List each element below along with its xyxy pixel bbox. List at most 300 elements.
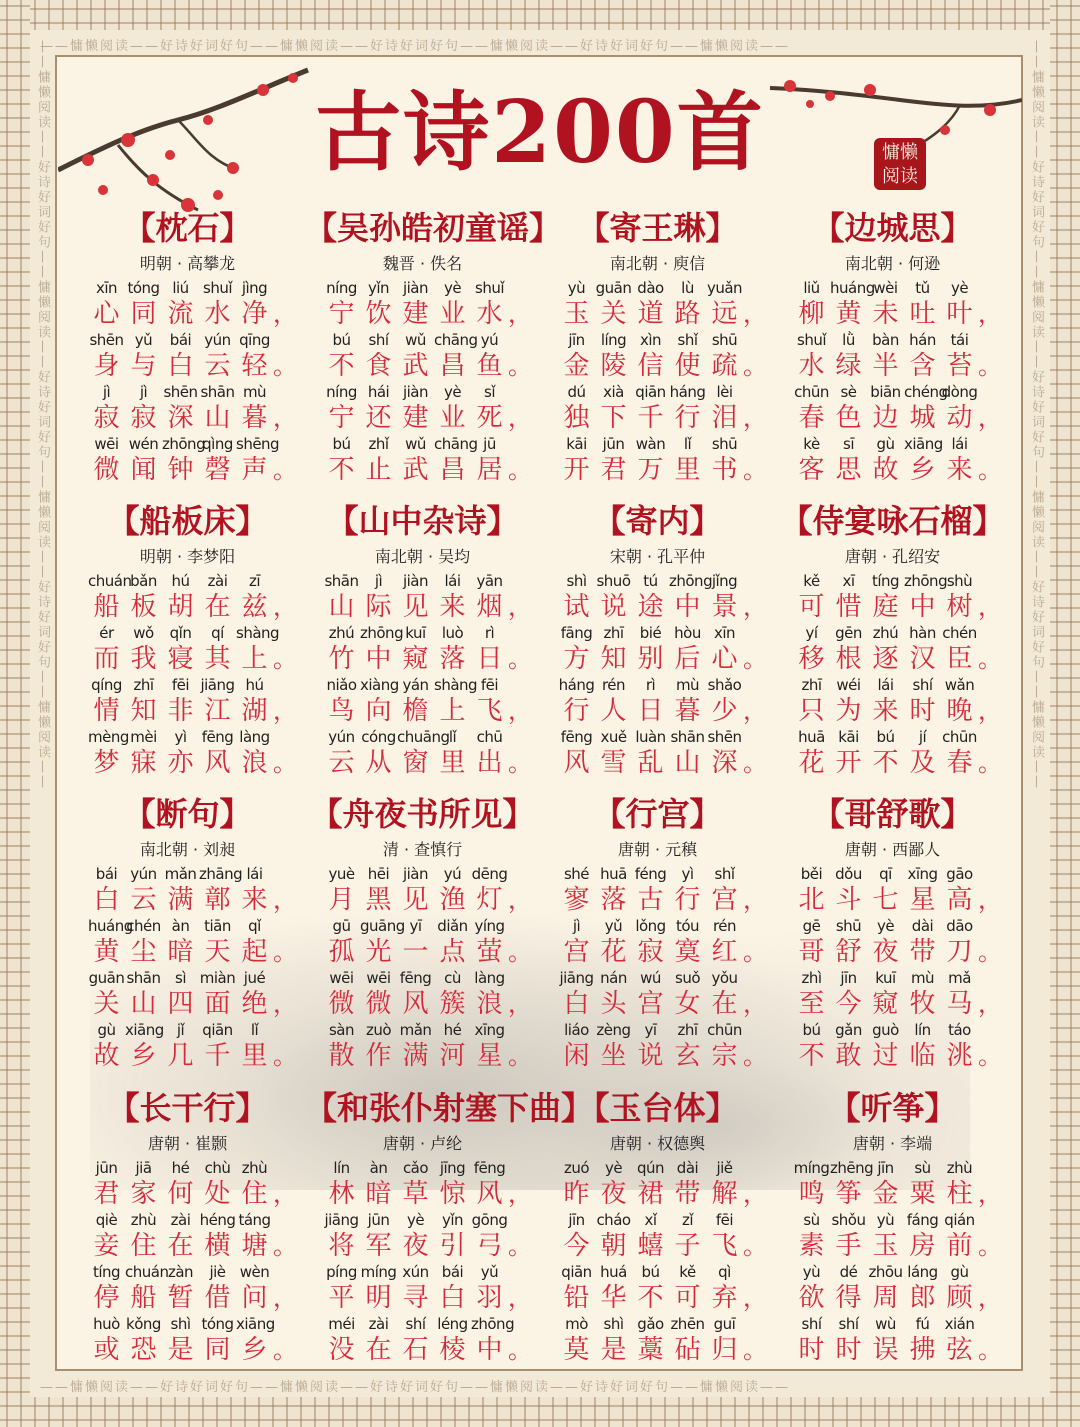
character-cell bbox=[236, 863, 273, 915]
character-cell bbox=[669, 1313, 706, 1365]
punctuation: ， bbox=[978, 990, 1002, 1018]
character-cell bbox=[941, 1157, 978, 1209]
hanzi: 试 bbox=[563, 592, 590, 622]
character-cell bbox=[360, 726, 397, 778]
hanzi: 红 bbox=[711, 937, 738, 967]
poem-card bbox=[540, 498, 775, 778]
punctuation: 。 bbox=[273, 352, 297, 380]
pinyin-spacer bbox=[508, 967, 522, 989]
punctuation-cell bbox=[743, 915, 767, 967]
character-cell bbox=[706, 622, 743, 674]
hanzi: 景 bbox=[711, 592, 738, 622]
pinyin: shí bbox=[912, 676, 933, 694]
hanzi: 建 bbox=[402, 299, 429, 329]
hanzi: 人 bbox=[600, 696, 627, 726]
poem-line bbox=[540, 1019, 775, 1071]
pinyin-spacer bbox=[743, 674, 757, 696]
hanzi: 军 bbox=[365, 1231, 392, 1261]
pinyin: bú bbox=[332, 331, 351, 349]
hanzi: 寝 bbox=[167, 644, 194, 674]
poem-title: 【山中杂诗】 bbox=[326, 502, 519, 540]
character-cell bbox=[236, 674, 273, 726]
character-cell bbox=[904, 1261, 941, 1313]
punctuation: ， bbox=[978, 404, 1002, 432]
pinyin: zhú bbox=[328, 624, 355, 642]
punctuation: 。 bbox=[508, 456, 532, 484]
hanzi: 后 bbox=[674, 644, 701, 674]
hanzi: 手 bbox=[835, 1231, 862, 1261]
pinyin: kuī bbox=[875, 969, 896, 987]
punctuation-cell bbox=[978, 1261, 1002, 1313]
hanzi: 故 bbox=[93, 1041, 120, 1071]
punctuation: ， bbox=[508, 300, 532, 328]
poem-line bbox=[540, 915, 775, 967]
pinyin: yù bbox=[567, 279, 586, 297]
character-cell bbox=[88, 1313, 125, 1365]
hanzi: 乱 bbox=[637, 748, 664, 778]
character-cell bbox=[904, 915, 941, 967]
character-cell bbox=[867, 915, 904, 967]
hanzi: 山 bbox=[328, 592, 355, 622]
poem-title: 【玉台体】 bbox=[577, 1089, 738, 1127]
character-cell bbox=[669, 1209, 706, 1261]
pinyin: wēi bbox=[329, 969, 354, 987]
poem-line bbox=[305, 329, 540, 381]
pinyin-spacer bbox=[743, 1019, 757, 1041]
character-cell bbox=[125, 622, 162, 674]
punctuation-cell bbox=[978, 329, 1002, 381]
character-cell bbox=[471, 915, 508, 967]
character-cell bbox=[88, 1019, 125, 1071]
character-cell bbox=[793, 674, 830, 726]
hanzi: 微 bbox=[93, 455, 120, 485]
pinyin: xún bbox=[402, 1263, 429, 1281]
hanzi: 带 bbox=[674, 1179, 701, 1209]
hanzi: 时 bbox=[909, 696, 936, 726]
hanzi: 宫 bbox=[637, 989, 664, 1019]
poem-line bbox=[305, 915, 540, 967]
poem-line bbox=[775, 570, 1010, 622]
character-cell bbox=[793, 915, 830, 967]
poem-author: 魏晋 · 佚名 bbox=[382, 254, 463, 273]
hanzi: 书 bbox=[711, 455, 738, 485]
pinyin: shǎo bbox=[707, 676, 742, 694]
character-cell bbox=[830, 277, 875, 329]
pinyin: zhōng bbox=[904, 572, 948, 590]
hanzi: 宗 bbox=[711, 1041, 738, 1071]
punctuation: 。 bbox=[743, 645, 767, 673]
pinyin: qíng bbox=[91, 676, 122, 694]
pinyin: zhù bbox=[946, 1159, 973, 1177]
pinyin: chuāng bbox=[397, 728, 450, 746]
pinyin: zài bbox=[207, 572, 228, 590]
character-cell bbox=[558, 329, 595, 381]
fret-border-left bbox=[0, 0, 30, 1427]
poem-line bbox=[70, 674, 305, 726]
hanzi: 竹 bbox=[328, 644, 355, 674]
punctuation-cell bbox=[978, 622, 1002, 674]
pinyin: jiàn bbox=[402, 383, 429, 401]
character-cell bbox=[941, 1209, 978, 1261]
hanzi: 四 bbox=[167, 989, 194, 1019]
character-cell bbox=[360, 1157, 397, 1209]
character-cell bbox=[397, 1157, 434, 1209]
pinyin: sī bbox=[843, 435, 854, 453]
hanzi: 金 bbox=[872, 1179, 899, 1209]
pinyin: shān bbox=[670, 728, 705, 746]
pinyin: zhǐ bbox=[368, 435, 389, 453]
hanzi: 路 bbox=[674, 299, 701, 329]
pinyin-spacer bbox=[508, 329, 522, 351]
pinyin: shān bbox=[324, 572, 359, 590]
hanzi: 止 bbox=[365, 455, 392, 485]
hanzi: 洮 bbox=[946, 1041, 973, 1071]
character-cell bbox=[434, 277, 471, 329]
poem-line bbox=[70, 1313, 305, 1365]
character-cell bbox=[867, 674, 904, 726]
poem-author: 唐朝 · 元稹 bbox=[617, 840, 698, 859]
hanzi: 里 bbox=[439, 748, 466, 778]
character-cell bbox=[199, 570, 236, 622]
hanzi: 临 bbox=[909, 1041, 936, 1071]
character-cell bbox=[360, 381, 397, 433]
hanzi: 或 bbox=[93, 1335, 120, 1365]
character-cell bbox=[323, 1019, 360, 1071]
hanzi: 江 bbox=[204, 696, 231, 726]
poem-line bbox=[540, 1313, 775, 1365]
seal-line: 慵懒 bbox=[882, 142, 918, 163]
pinyin: zuò bbox=[365, 1021, 392, 1039]
punctuation-cell bbox=[273, 1019, 297, 1071]
punctuation-cell bbox=[508, 1157, 532, 1209]
character-cell bbox=[830, 1157, 874, 1209]
pinyin: míng bbox=[793, 1159, 830, 1177]
poem-author: 唐朝 · 西鄙人 bbox=[844, 840, 941, 859]
pinyin: jiāng bbox=[324, 1211, 359, 1229]
pinyin: qiān bbox=[635, 383, 666, 401]
character-cell bbox=[434, 381, 471, 433]
pinyin: hé bbox=[171, 1159, 190, 1177]
poem-line bbox=[540, 381, 775, 433]
punctuation-cell bbox=[273, 381, 297, 433]
poem-title: 【行宫】 bbox=[593, 795, 722, 833]
character-cell bbox=[867, 726, 904, 778]
poem-line bbox=[70, 915, 305, 967]
pinyin: gē bbox=[802, 917, 821, 935]
hanzi: 亦 bbox=[167, 748, 194, 778]
punctuation-cell bbox=[743, 381, 767, 433]
hanzi: 妾 bbox=[93, 1231, 120, 1261]
hanzi: 风 bbox=[563, 748, 590, 778]
pinyin-spacer bbox=[508, 622, 522, 644]
pinyin: chūn bbox=[942, 728, 977, 746]
character-cell bbox=[125, 863, 162, 915]
pinyin: zhōng bbox=[162, 435, 206, 453]
hanzi: 恐 bbox=[130, 1335, 157, 1365]
poem-author: 唐朝 · 权德舆 bbox=[609, 1134, 706, 1153]
pinyin-spacer bbox=[273, 1157, 287, 1179]
character-cell bbox=[632, 277, 669, 329]
character-cell bbox=[904, 1019, 941, 1071]
pinyin-spacer bbox=[743, 329, 757, 351]
pinyin: shū bbox=[711, 435, 738, 453]
punctuation: 。 bbox=[978, 352, 1002, 380]
character-cell bbox=[434, 570, 471, 622]
character-cell bbox=[125, 967, 162, 1019]
hanzi: 只 bbox=[798, 696, 825, 726]
pinyin: zhī bbox=[677, 1021, 698, 1039]
pinyin: liáo bbox=[564, 1021, 589, 1039]
hanzi: 心 bbox=[93, 299, 120, 329]
character-cell bbox=[88, 726, 129, 778]
pinyin: mèi bbox=[130, 728, 157, 746]
hanzi: 借 bbox=[204, 1283, 231, 1313]
hanzi: 问 bbox=[241, 1283, 268, 1313]
hanzi: 行 bbox=[674, 885, 701, 915]
hanzi: 落 bbox=[439, 644, 466, 674]
poem-author: 清 · 查慎行 bbox=[382, 840, 463, 859]
punctuation-cell bbox=[273, 277, 297, 329]
punctuation-cell bbox=[978, 1209, 1002, 1261]
hanzi: 莫 bbox=[563, 1335, 590, 1365]
character-cell bbox=[323, 726, 360, 778]
character-cell bbox=[793, 570, 830, 622]
punctuation: ， bbox=[978, 1284, 1002, 1312]
hanzi: 砧 bbox=[674, 1335, 701, 1365]
pinyin-spacer bbox=[978, 1019, 992, 1041]
pinyin: zàn bbox=[167, 1263, 194, 1281]
hanzi: 弓 bbox=[476, 1231, 503, 1261]
pinyin: lín bbox=[914, 1021, 931, 1039]
character-cell bbox=[793, 381, 830, 433]
character-cell bbox=[941, 381, 978, 433]
character-cell bbox=[397, 570, 434, 622]
character-cell bbox=[941, 863, 978, 915]
punctuation: ， bbox=[273, 404, 297, 432]
character-cell bbox=[162, 1209, 199, 1261]
character-cell bbox=[595, 863, 632, 915]
pinyin: yún bbox=[204, 331, 231, 349]
hanzi: 逐 bbox=[872, 644, 899, 674]
pinyin: huáng bbox=[88, 917, 133, 935]
pinyin: jìng bbox=[241, 279, 268, 297]
punctuation-cell bbox=[273, 329, 297, 381]
hanzi: 石 bbox=[402, 1335, 429, 1365]
poem-title: 【枕石】 bbox=[123, 209, 252, 247]
punctuation: 。 bbox=[508, 1042, 532, 1070]
punctuation-cell bbox=[743, 329, 767, 381]
hanzi: 头 bbox=[600, 989, 627, 1019]
pinyin: fēi bbox=[171, 676, 190, 694]
pinyin-spacer bbox=[743, 1313, 757, 1335]
pinyin: bú bbox=[876, 728, 895, 746]
poem-title: 【断句】 bbox=[123, 795, 252, 833]
character-cell bbox=[830, 1261, 867, 1313]
pinyin: hēi bbox=[367, 865, 390, 883]
hanzi: 独 bbox=[563, 403, 590, 433]
poem-line bbox=[305, 726, 540, 778]
hanzi: 白 bbox=[563, 989, 590, 1019]
hanzi: 千 bbox=[637, 403, 664, 433]
hanzi: 昨 bbox=[563, 1179, 590, 1209]
hanzi: 今 bbox=[835, 989, 862, 1019]
pinyin-spacer bbox=[978, 726, 992, 748]
hanzi: 不 bbox=[328, 455, 355, 485]
punctuation: 。 bbox=[273, 1336, 297, 1364]
hanzi: 暮 bbox=[674, 696, 701, 726]
punctuation-cell bbox=[978, 277, 1002, 329]
hanzi: 今 bbox=[563, 1231, 590, 1261]
pinyin: fēng bbox=[560, 728, 593, 746]
character-cell bbox=[323, 674, 360, 726]
pinyin: qiān bbox=[561, 1263, 592, 1281]
character-cell bbox=[830, 967, 867, 1019]
pinyin: jīn bbox=[568, 1211, 585, 1229]
character-cell bbox=[595, 570, 632, 622]
fret-border-top bbox=[0, 0, 1080, 30]
character-cell bbox=[706, 1209, 743, 1261]
pinyin: dǒu bbox=[835, 865, 862, 883]
pinyin: xiāng bbox=[904, 435, 943, 453]
pinyin: zhù bbox=[130, 1211, 157, 1229]
pinyin-spacer bbox=[273, 674, 287, 696]
hanzi: 暂 bbox=[167, 1283, 194, 1313]
character-cell bbox=[236, 433, 280, 485]
character-cell bbox=[941, 1261, 978, 1313]
pinyin: xīn bbox=[95, 279, 118, 297]
hanzi: 在 bbox=[711, 989, 738, 1019]
pinyin: píng bbox=[326, 1263, 357, 1281]
hanzi: 向 bbox=[365, 696, 392, 726]
pinyin: tǔ bbox=[915, 279, 930, 297]
pinyin-spacer bbox=[978, 863, 992, 885]
hanzi: 刀 bbox=[946, 937, 973, 967]
poem-card bbox=[70, 791, 305, 1071]
hanzi: 明 bbox=[365, 1283, 392, 1313]
hanzi: 为 bbox=[835, 696, 862, 726]
hanzi: 满 bbox=[402, 1041, 429, 1071]
character-cell bbox=[434, 1313, 471, 1365]
pinyin: bái bbox=[441, 1263, 464, 1281]
pinyin: yè bbox=[406, 1211, 425, 1229]
pinyin-spacer bbox=[273, 863, 287, 885]
character-cell bbox=[125, 1261, 169, 1313]
pinyin: háng bbox=[669, 383, 706, 401]
pinyin: mèng bbox=[88, 728, 129, 746]
hanzi: 黄 bbox=[835, 299, 862, 329]
punctuation: ， bbox=[273, 593, 297, 621]
hanzi: 关 bbox=[600, 299, 627, 329]
hanzi: 花 bbox=[798, 748, 825, 778]
character-cell bbox=[793, 622, 830, 674]
punctuation-cell bbox=[978, 1313, 1002, 1365]
pinyin: guò bbox=[872, 1021, 899, 1039]
fret-border-bottom bbox=[0, 1397, 1080, 1427]
pinyin: àn bbox=[369, 1159, 388, 1177]
hanzi: 风 bbox=[204, 748, 231, 778]
punctuation-cell bbox=[273, 967, 297, 1019]
pinyin: qì bbox=[718, 1263, 731, 1281]
punctuation: 。 bbox=[508, 1336, 532, 1364]
hanzi: 深 bbox=[167, 403, 194, 433]
punctuation-cell bbox=[743, 1019, 767, 1071]
punctuation: 。 bbox=[508, 645, 532, 673]
hanzi: 死 bbox=[476, 403, 503, 433]
character-cell bbox=[793, 433, 830, 485]
poem-author: 唐朝 · 卢纶 bbox=[382, 1134, 463, 1153]
character-cell bbox=[793, 1209, 830, 1261]
pinyin: cǎo bbox=[402, 1159, 429, 1177]
pinyin: huò bbox=[93, 1315, 120, 1333]
pinyin-spacer bbox=[978, 570, 992, 592]
character-cell bbox=[904, 1209, 941, 1261]
punctuation: ， bbox=[978, 593, 1002, 621]
pinyin: guāng bbox=[360, 917, 405, 935]
character-cell bbox=[669, 674, 706, 726]
poem-title: 【哥舒歌】 bbox=[812, 795, 973, 833]
character-cell bbox=[397, 915, 434, 967]
hanzi: 裙 bbox=[637, 1179, 664, 1209]
character-cell bbox=[434, 1157, 471, 1209]
pinyin: mǎ bbox=[948, 969, 971, 987]
hanzi: 天 bbox=[204, 937, 231, 967]
pinyin: jǐ bbox=[176, 1021, 185, 1039]
pinyin-spacer bbox=[273, 726, 287, 748]
hanzi: 时 bbox=[798, 1335, 825, 1365]
character-cell bbox=[471, 726, 508, 778]
character-cell bbox=[236, 570, 273, 622]
pinyin: bú bbox=[641, 1263, 660, 1281]
punctuation: 。 bbox=[743, 1336, 767, 1364]
seal-stamp bbox=[874, 138, 926, 190]
pinyin: gǎn bbox=[835, 1021, 862, 1039]
character-cell bbox=[434, 726, 471, 778]
hanzi: 星 bbox=[909, 885, 936, 915]
character-cell bbox=[323, 570, 360, 622]
pinyin-spacer bbox=[743, 726, 757, 748]
poem-card bbox=[540, 205, 775, 485]
hanzi: 子 bbox=[674, 1231, 701, 1261]
hanzi: 乡 bbox=[909, 455, 936, 485]
punctuation: ， bbox=[508, 990, 532, 1018]
pinyin: mù bbox=[242, 383, 267, 401]
hanzi: 苔 bbox=[946, 351, 973, 381]
punctuation: 。 bbox=[978, 456, 1002, 484]
punctuation-cell bbox=[978, 967, 1002, 1019]
character-cell bbox=[236, 967, 273, 1019]
hanzi: 寥 bbox=[563, 885, 590, 915]
pinyin-spacer bbox=[978, 674, 992, 696]
poem-line bbox=[775, 967, 1010, 1019]
character-cell bbox=[867, 329, 904, 381]
pinyin: lǐ bbox=[683, 435, 692, 453]
hanzi: 庭 bbox=[872, 592, 899, 622]
pinyin-spacer bbox=[508, 1157, 522, 1179]
hanzi: 簇 bbox=[439, 989, 466, 1019]
pinyin: yǔ bbox=[604, 917, 623, 935]
punctuation-cell bbox=[743, 433, 767, 485]
pinyin: shǒu bbox=[831, 1211, 866, 1229]
poem-card bbox=[70, 205, 305, 485]
hanzi: 烟 bbox=[476, 592, 503, 622]
character-cell bbox=[434, 1261, 471, 1313]
character-cell bbox=[360, 277, 397, 329]
punctuation: 。 bbox=[508, 938, 532, 966]
character-cell bbox=[397, 726, 450, 778]
pinyin: jì bbox=[374, 572, 383, 590]
poem-line bbox=[775, 622, 1010, 674]
pinyin: cù bbox=[444, 969, 461, 987]
